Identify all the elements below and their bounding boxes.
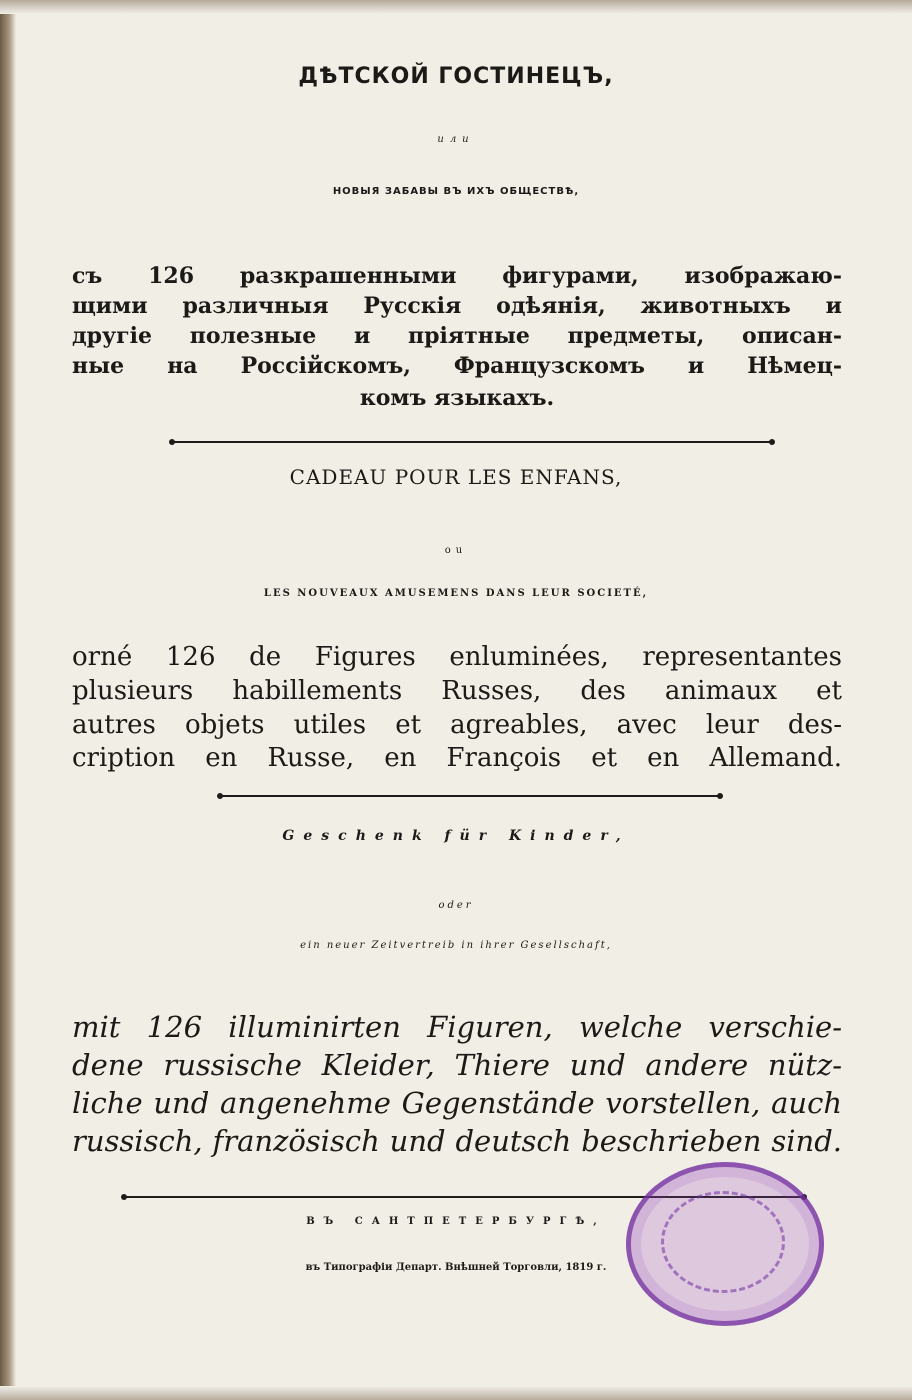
russian-description-line: другіе полезные и пріятные предметы, описан- xyxy=(72,323,842,349)
french-subtitle: LES NOUVEAUX AMUSEMENS DANS LEUR SOCIETÉ, xyxy=(263,588,649,599)
library-stamp xyxy=(626,1162,824,1326)
german-description-line: dene russische Kleider, Thiere und andere nütz- xyxy=(72,1048,842,1082)
german-or: oder xyxy=(438,900,474,911)
french-description-line: cription en Russe, en François et en Allemand. xyxy=(72,743,842,773)
section-divider xyxy=(172,441,772,443)
german-description-line: liche und angenehme Gegenstände vorstellen, auch xyxy=(72,1086,842,1120)
page-top-edge xyxy=(0,0,912,14)
russian-title: ДѢТСКОЙ ГОСТИНЕЦЪ, xyxy=(298,64,614,89)
russian-description-line: ные на Россійскомъ, Французскомъ и Нѣмец- xyxy=(72,353,842,379)
section-divider xyxy=(220,795,720,797)
german-description-line: russisch, französisch und deutsch beschrieben sind. xyxy=(72,1124,842,1158)
binding-edge xyxy=(0,0,16,1400)
french-or: ou xyxy=(444,545,468,556)
page-bottom-edge xyxy=(0,1386,912,1400)
german-subtitle: ein neuer Zeitvertreib in ihrer Gesellschaft, xyxy=(300,940,612,951)
russian-subtitle: НОВЫЯ ЗАБАВЫ ВЪ ИХЪ ОБЩЕСТВѢ, xyxy=(332,186,580,197)
russian-description-line: щими различныя Русскія одѣянія, животныхъ и xyxy=(72,293,842,319)
french-description-line: orné 126 de Figures enluminées, representantes xyxy=(72,642,842,672)
imprint-city: ВЪ САНТПЕТЕРБУРГѢ, xyxy=(306,1216,606,1227)
german-description-line: mit 126 illuminirten Figuren, welche verschie- xyxy=(72,1010,842,1044)
imprint-press: въ Типографіи Департ. Внѣшней Торговли, 1819 г. xyxy=(305,1262,607,1273)
russian-or: или xyxy=(437,134,475,145)
russian-description-line: комъ языкахъ. xyxy=(359,385,555,411)
french-title: CADEAU POUR LES ENFANS, xyxy=(289,465,623,489)
french-description-line: autres objets utiles et agreables, avec leur des- xyxy=(72,710,842,740)
russian-description-line: съ 126 разкрашенными фигурами, изображаю- xyxy=(72,263,842,289)
german-title: Geschenk für Kinder, xyxy=(282,828,630,844)
french-description-line: plusieurs habillements Russes, des animaux et xyxy=(72,676,842,706)
